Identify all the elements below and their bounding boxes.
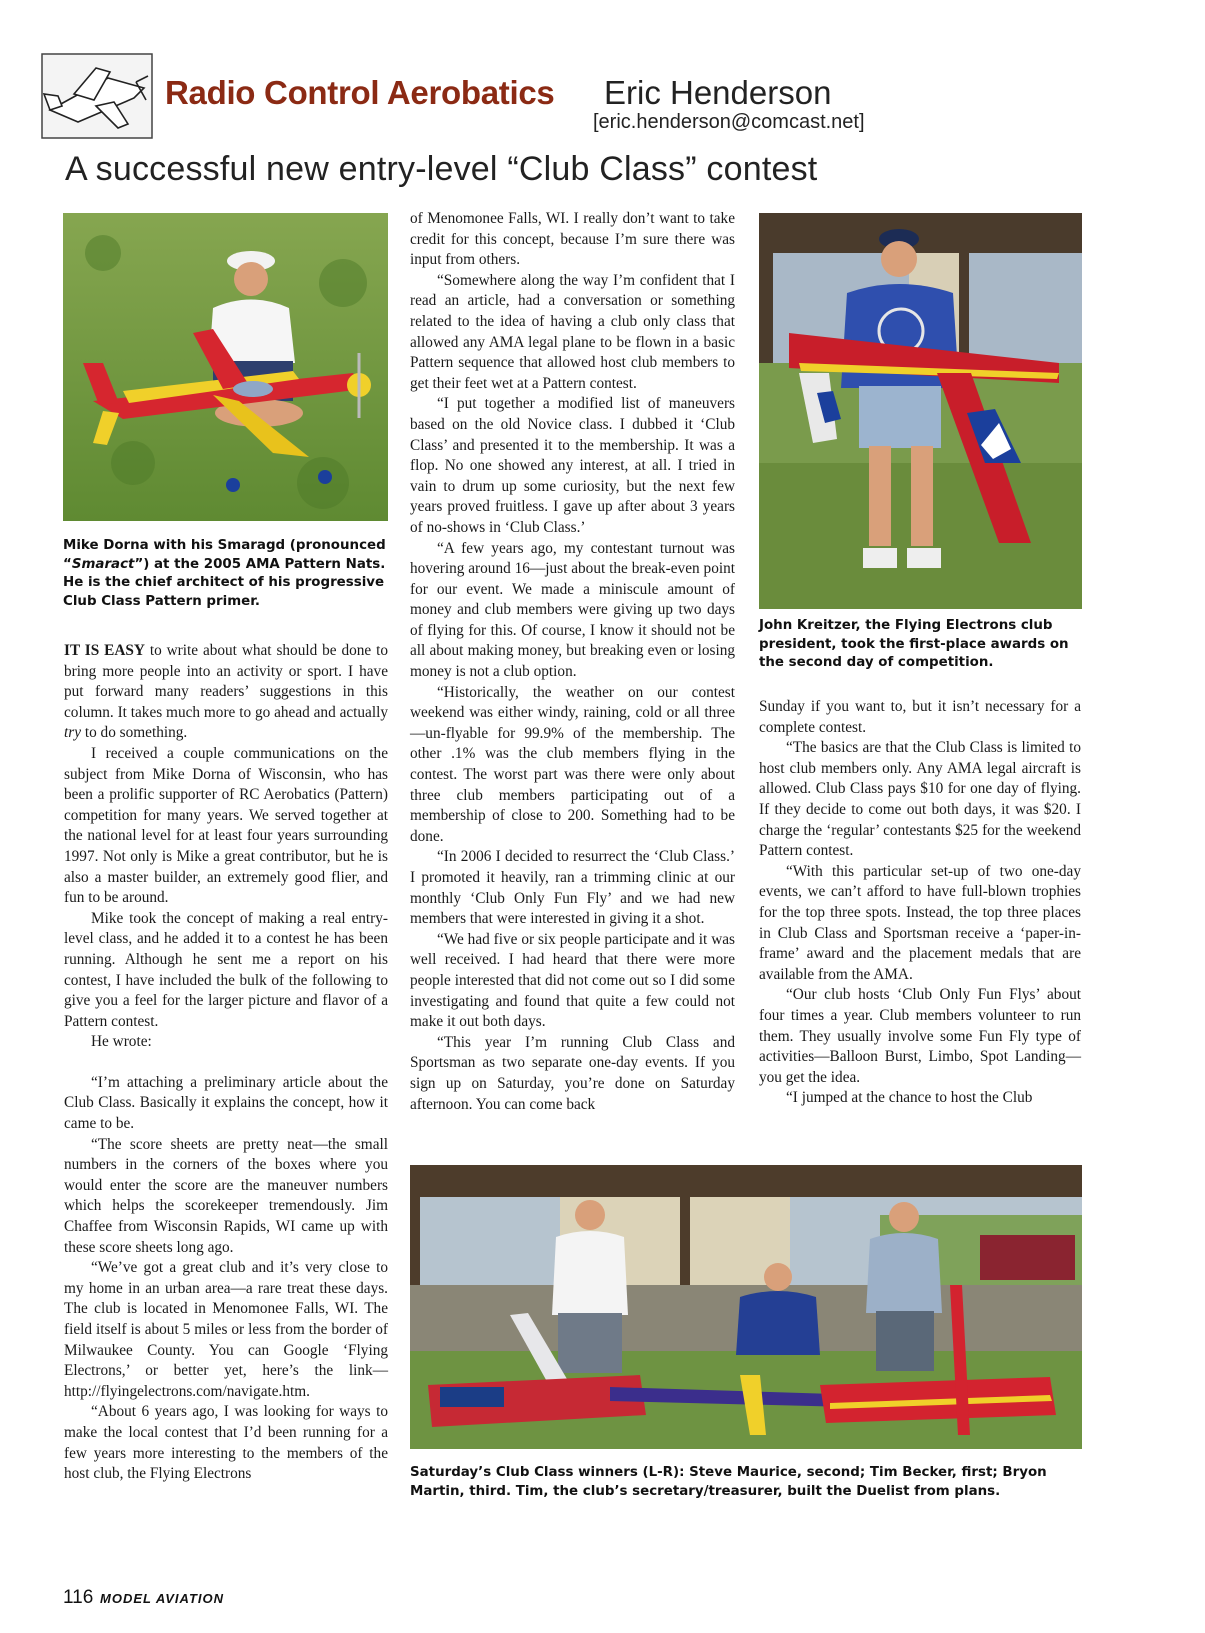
author-email: [eric.henderson@comcast.net] [593,111,865,133]
paragraph: “I put together a modified list of maneuvers based on the old Novice class. I dubbed it ‘Club Class’ and presented it to the membership. It was a flop. No one showed any interest, at all. I tried in vain to drum up some curiosity, but the next few years proved fruitless. I gave up after about 3 years of no-shows in ‘Club Class.’ [410,395,735,536]
article-headline: A successful new entry-level “Club Class” contest [65,150,818,188]
paragraph: Sunday if you want to, but it isn’t necessary for a complete contest. [759,698,1081,736]
paragraph: “The basics are that the Club Class is limited to host club members only. Any AMA legal aircraft is allowed. Club Class pays $10 for one day of flying. If they decide to come out both days, it was $20. I charge the ‘regular’ contestants $25 for the weekend Pattern contest. [759,739,1081,860]
paragraph: “We’ve got a great club and it’s very close to my home in an urban area—a rare treat these days. The club is located in Menomonee Falls, WI. The field itself is about 5 miles or less from the border of Milwaukee County. You can Google ‘Flying Electrons,’ or better yet, here’s the link—http://flyingelectrons.com/navigate.htm. [64,1259,388,1400]
paragraph: I received a couple communications on the subject from Mike Dorna of Wisconsin, who has been a prolific supporter of RC Aerobatics (Pattern) competition for many years. We served together at the national level for at least four years surrounding 1997. Not only is Mike a great contributor, but he is also a master builder, an extremely good flier, and fun to be around. [64,744,388,907]
paragraph: “I’m attaching a preliminary article about the Club Class. Basically it explains the concept, how it came to be. [64,1073,388,1133]
page-number: 116 [63,1587,94,1608]
paragraph: He wrote: [91,1033,152,1051]
photo-club-class-winners [410,1165,1082,1449]
caption-photo-3: Saturday’s Club Class winners (L-R): Steve Maurice, second; Tim Becker, first; Bryon Martin, third. Tim, the club’s secretary/treasurer, built the Duelist from plans. [410,1465,1047,1499]
caption-photo-1: Mike Dorna with his Smaragd (pronounced “Smaract”) at the 2005 AMA Pattern Nats. He is the chief architect of his progressive Club Class Pattern primer. [63,538,386,609]
photo-john-kreitzer [759,213,1082,609]
paragraph: “About 6 years ago, I was looking for ways to make the local contest that I’d been running for a few years more interesting to the members of the host club, the Flying Electrons [64,1403,388,1483]
column-title: Radio Control Aerobatics [165,74,555,111]
paragraph: “With this particular set-up of two one-day events, we can’t afford to have full-blown trophies for the top three spots. Instead, the top three places in Club Class and Sportsman receive a ‘paper-in-frame’ award and the placement medals that are available from the AMA. [759,862,1081,983]
body-column-1 [64,641,388,1485]
airplane-logo-icon [38,50,156,142]
paragraph: “We had five or six people participate and it was well received. I had heard that there were more people interested that did not come out so I did some investigating and found that quite a few could not make it out both days. [410,930,735,1031]
paragraph: “This year I’m running Club Class and Sportsman as two separate one-day events. If you sign up on Saturday, you’re done on Saturday afternoon. You can come back [410,1033,735,1113]
paragraph: “Historically, the weather on our contest weekend was either windy, raining, cold or all three—un-flyable for 99.9% of the membership. The other .1% was the club members flying in the contest. The worst part was there were only about three club members participating out of a membership of close to 200. Something had to be done. [410,683,735,845]
body-column-2 [410,209,735,1115]
paragraph: “I jumped at the chance to host the Club [786,1089,1033,1107]
paragraph: “The score sheets are pretty neat—the small numbers in the corners of the boxes where you would enter the score are the maneuver numbers which helps the scorekeeper tremendously. Jim Chaffee from Wisconsin Rapids, WI came up with these score sheets long ago. [64,1135,388,1256]
magazine-name: MODEL AVIATION [100,1591,225,1606]
author-name: Eric Henderson [604,74,832,111]
paragraph: “A few years ago, my contestant turnout was hovering around 16—just about the break-even point for our event. We made a miniscule amount of money and club members were giving up two days of flying for this. Of course, I know it should not be all about making money, but breaking even or losing money is not a club option. [410,539,735,681]
paragraph: “In 2006 I decided to resurrect the ‘Club Class.’ I promoted it heavily, ran a trimming clinic at our monthly ‘Club Only Fun Fly’ and we had new members that were interested in giving it a shot. [410,848,735,928]
body-column-3 [759,697,1081,1109]
paragraph: of Menomonee Falls, WI. I really don’t want to take credit for this concept, because I’m sure there was input from others. [410,210,735,269]
paragraph: IT IS EASY to write about what should be done to bring more people into an activity or sport. I have put forward many readers’ suggestions in this column. It takes much more to go ahead and actually try to do something. [64,642,388,742]
paragraph: “Somewhere along the way I’m confident that I read an article, had a conversation or something related to the idea of having a club only class that allowed any AMA legal plane to be flown in a basic Pattern sequence that allowed host club members to get their feet wet at a Pattern contest. [410,271,735,392]
paragraph: Mike took the concept of making a real entry-level class, and he added it to a contest he has been running. Although he sent me a report on his contest, I have included the bulk of the following to give you a feel for the larger picture and flavor of a Pattern contest. [64,909,388,1030]
photo-mike-dorna [63,213,388,521]
caption-photo-2: John Kreitzer, the Flying Electrons club president, took the first-place awards on the second day of competition. [759,618,1069,670]
paragraph: “Our club hosts ‘Club Only Fun Flys’ about four times a year. Club members volunteer to run them. They usually involve some Fun Fly type of activities—Balloon Burst, Limbo, Spot Landing—you get the idea. [759,986,1081,1086]
